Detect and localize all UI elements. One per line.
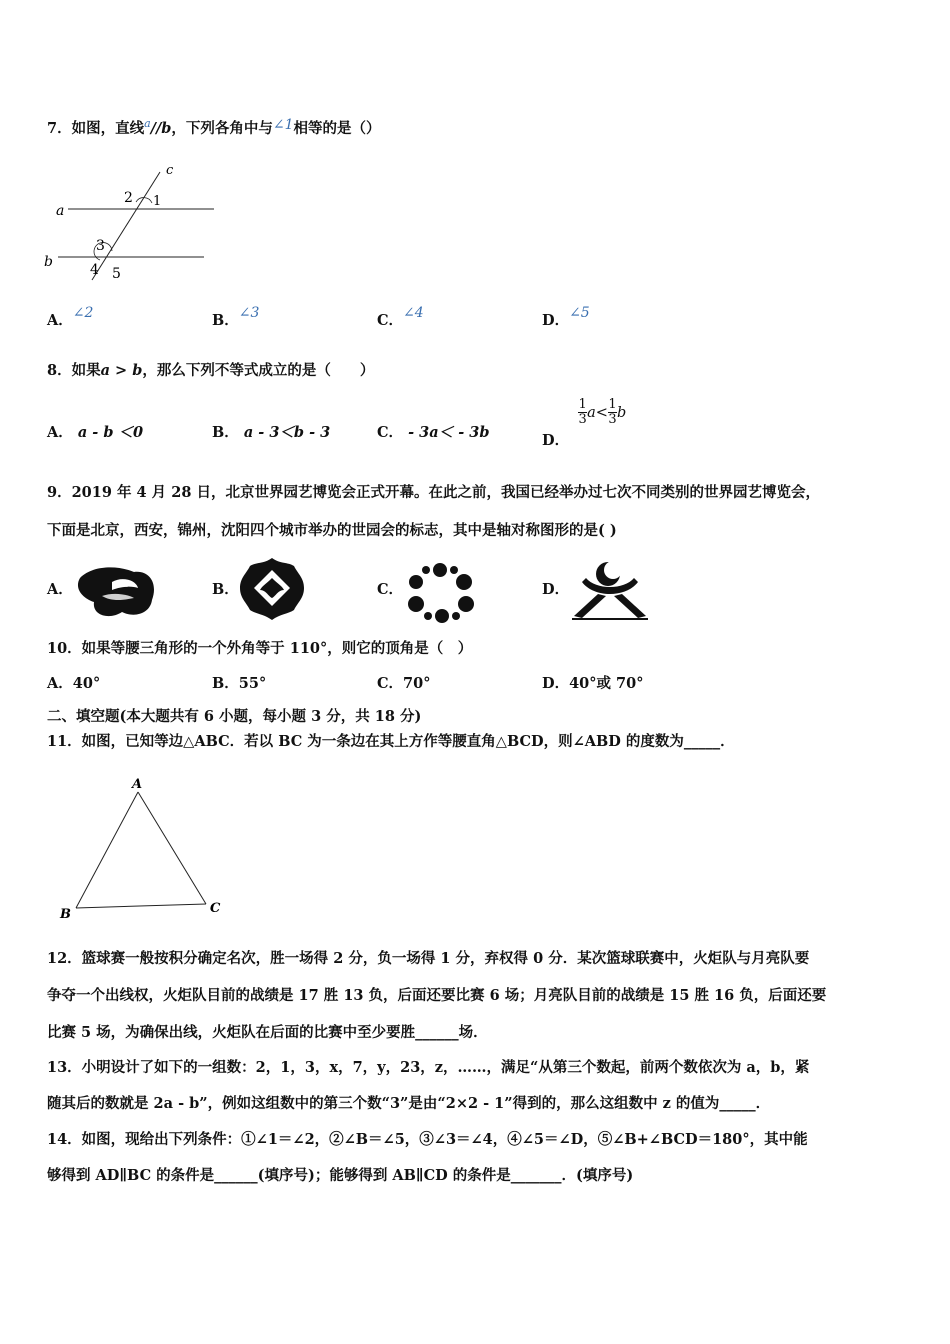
q10-stem: 10．如果等腰三角形的一个外角等于 110°，则它的顶角是（ ）	[47, 640, 473, 657]
q11-stem: 11．如图，已知等边△ABC．若以 BC 为一条边在其上方作等腰直角△BCD，则∠ABD 的度数为_____．	[47, 733, 735, 750]
q8-option-b[interactable]: B． a - 3＜b - 3	[212, 424, 331, 441]
q8-option-c[interactable]: C． - 3a＜ - 3b	[377, 424, 490, 441]
q8-stem: 8．如果a > b，那么下列不等式成立的是（ ）	[47, 362, 375, 379]
q11-fig-label-c: C	[210, 901, 221, 916]
q7-fig-angle-1: 1	[153, 194, 162, 209]
q10-option-b[interactable]: B．55°	[212, 675, 267, 692]
q7-parallel-lines-figure	[40, 160, 230, 290]
q9-option-a[interactable]: A．	[47, 581, 73, 598]
q12-line-2: 争夺一个出线权，火炬队目前的战绩是 17 胜 13 负，后面还要比赛 6 场；月亮队目前的战绩是 15 胜 16 负，后面还要	[47, 987, 827, 1004]
q11-fig-label-a: A	[132, 777, 143, 792]
q7-fig-label-b: b	[44, 254, 53, 270]
q8-option-a[interactable]: A． a - b ＜0	[47, 424, 144, 441]
xian-expo-logo-icon	[236, 556, 308, 622]
q7-option-c[interactable]: C．∠4	[377, 305, 424, 329]
q7-fig-angle-2: 2	[124, 190, 133, 206]
q11-fig-label-b: B	[60, 907, 71, 922]
q7-option-b[interactable]: B．∠3	[212, 305, 260, 329]
q7-stem: 7．如图，直线$^a$//b，下列各角中与∠1相等的是（）	[47, 116, 381, 137]
q14-line-1: 14．如图，现给出下列条件：①∠1＝∠2，②∠B＝∠5，③∠3＝∠4，④∠5＝∠D，⑤∠B+∠BCD＝180°，其中能	[47, 1131, 808, 1148]
q12-line-3: 比赛 5 场，为确保出线，火炬队在后面的比赛中至少要胜______场．	[47, 1024, 488, 1041]
q9-option-c[interactable]: C．	[377, 581, 404, 598]
q7-option-a[interactable]: A．∠2	[47, 305, 94, 329]
q10-option-a[interactable]: A．40°	[47, 675, 101, 692]
q14-line-2: 够得到 AD∥BC 的条件是______(填序号)；能够得到 AB∥CD 的条件是_______．(填序号)	[47, 1167, 634, 1184]
q12-line-1: 12．篮球赛一般按积分确定名次，胜一场得 2 分，负一场得 1 分，弃权得 0 分．某次篮球联赛中，火炬队与月亮队要	[47, 950, 810, 967]
q11-triangle-figure	[56, 774, 226, 924]
beijing-expo-logo-icon	[72, 560, 162, 622]
q7-fig-angle-4: 4	[90, 262, 99, 278]
q13-line-2: 随其后的数就是 2a - b”，例如这组数中的第三个数“3”是由“2×2 - 1”得到的，那么这组数中 z 的值为_____．	[47, 1095, 771, 1112]
q10-option-c[interactable]: C．70°	[377, 675, 431, 692]
q9-option-d[interactable]: D．	[542, 581, 570, 598]
q7-option-d[interactable]: D．∠5	[542, 305, 590, 329]
q13-line-1: 13．小明设计了如下的一组数：2，1，3，x，7，y，23，z，……，满足“从第三个数起，前两个数依次为 a，b，紧	[47, 1059, 810, 1076]
q7-fig-angle-3: 3	[96, 238, 105, 254]
q9-line-2: 下面是北京，西安，锦州，沈阳四个城市举办的世园会的标志，其中是轴对称图形的是( )	[47, 522, 617, 539]
q9-option-b[interactable]: B．	[212, 581, 239, 598]
shenyang-expo-logo-icon	[568, 556, 652, 622]
jinzhou-expo-logo-icon	[402, 560, 478, 624]
q10-option-d[interactable]: D．40°或 70°	[542, 675, 644, 692]
section-2-heading: 二、填空题(本大题共有 6 小题，每小题 3 分，共 18 分)	[47, 708, 422, 725]
q7-fig-label-c: c	[166, 163, 174, 178]
q9-line-1: 9．2019 年 4 月 28 日，北京世界园艺博览会正式开幕。在此之前，我国已经举办过七次不同类别的世界园艺博览会，	[47, 484, 820, 501]
q7-fig-label-a: a	[56, 203, 65, 219]
q7-fig-angle-5: 5	[112, 266, 121, 282]
q8-option-d[interactable]: D． $\frac{1}{3}$ a< $\frac{1}{3}$ b	[542, 397, 627, 449]
